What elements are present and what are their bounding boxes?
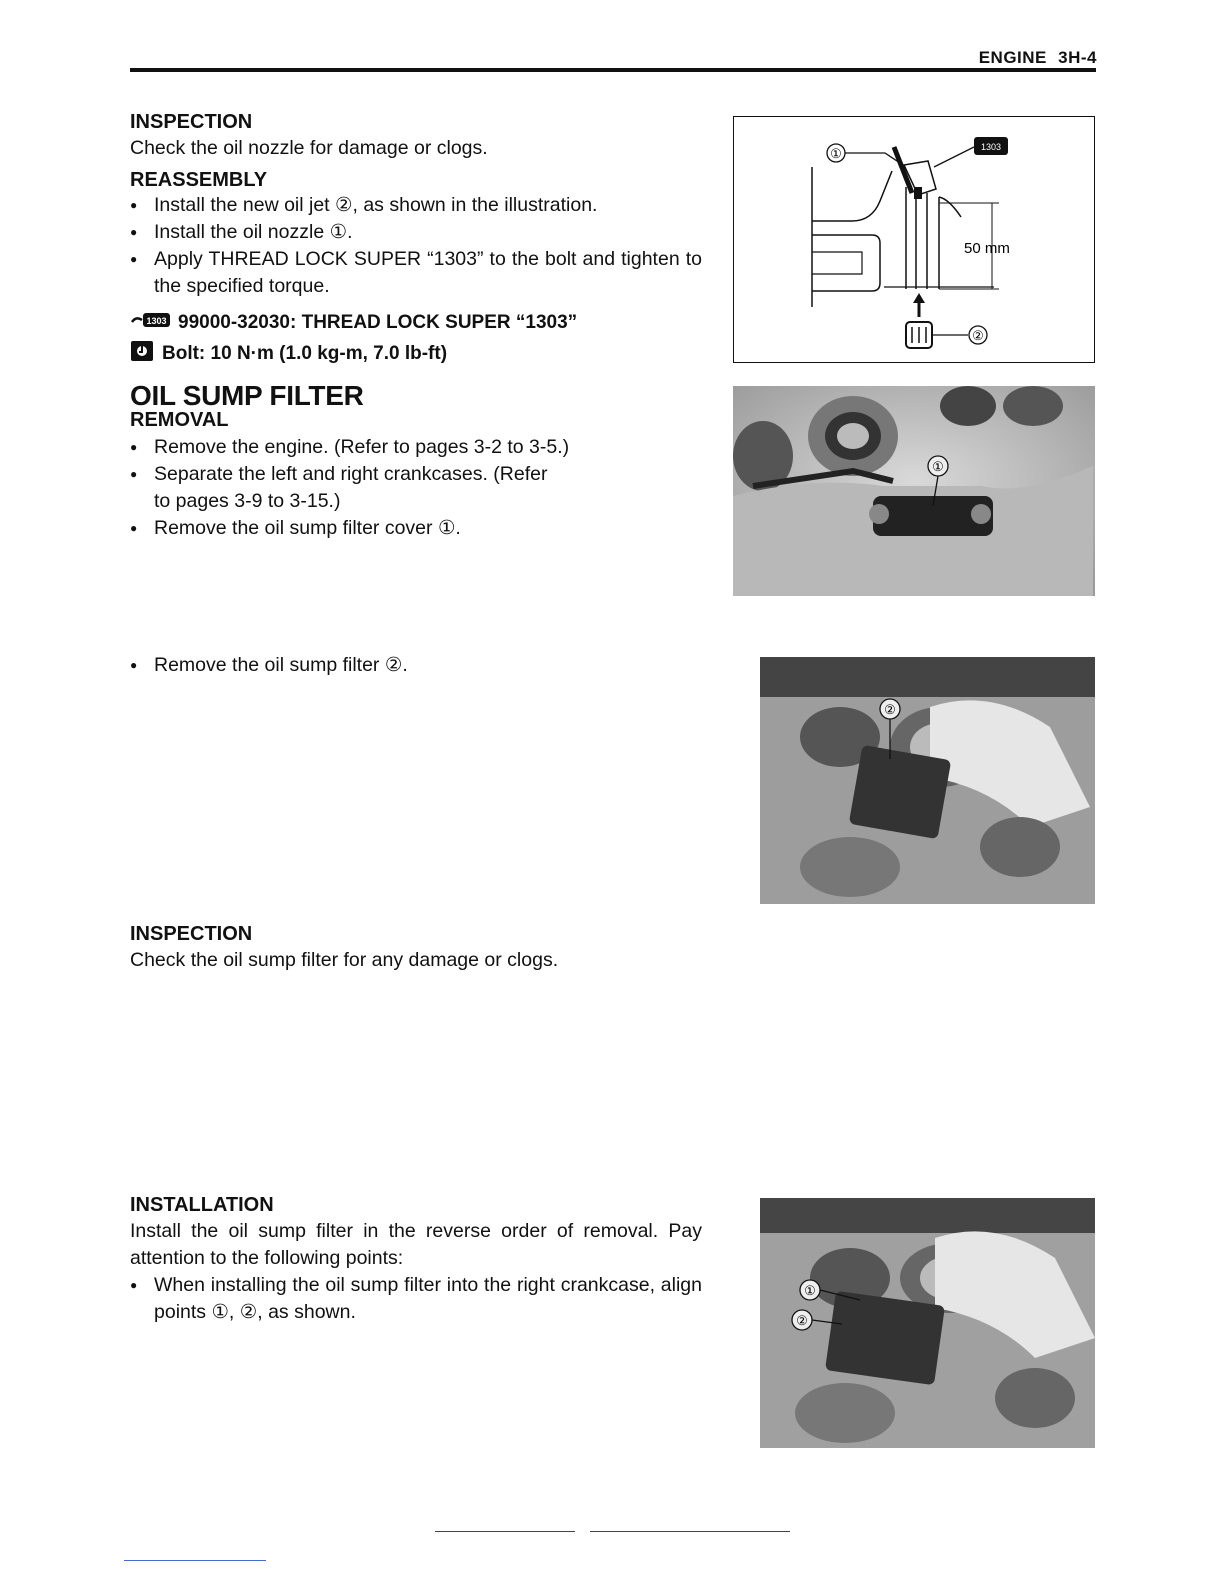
- footer-line: [435, 1531, 575, 1532]
- section-title: OIL SUMP FILTER: [130, 380, 364, 411]
- nozzle-section: [130, 111, 702, 368]
- inspection-heading: INSPECTION: [130, 111, 253, 133]
- list-item: ● Remove the engine. (Refer to pages 3-2 to 3-5.): [130, 434, 702, 461]
- svg-text:1303: 1303: [146, 316, 167, 326]
- footer-line: [590, 1531, 790, 1532]
- photo-install-filter: [760, 1198, 1095, 1448]
- photo-remove-filter: [760, 657, 1095, 904]
- list-item: ● Install the new oil jet ②, as shown in the illustration.: [130, 192, 702, 219]
- svg-text:①: ①: [830, 146, 842, 161]
- list-item: ● Install the oil nozzle ①.: [130, 219, 702, 246]
- threadlock-icon: [130, 310, 172, 336]
- list-item: ● Remove the oil sump filter ②.: [130, 652, 726, 679]
- running-header: [979, 48, 1097, 68]
- spec-threadlock: [130, 310, 702, 336]
- photo-filter-cover: [733, 386, 1095, 596]
- svg-text:①: ①: [804, 1283, 816, 1298]
- inspection-text: Check the oil sump filter for any damage or clogs.: [130, 949, 559, 971]
- installation-heading: INSTALLATION: [130, 1194, 274, 1216]
- list-item: ● Remove the oil sump filter cover ①.: [130, 515, 702, 542]
- removal-heading: REMOVAL: [130, 409, 229, 431]
- svg-text:②: ②: [972, 328, 984, 343]
- spec-torque: [130, 340, 702, 368]
- header-section: ENGINE: [978, 48, 1047, 67]
- header-page: 3H-4: [1058, 48, 1097, 67]
- oil-sump-section: [130, 380, 702, 542]
- svg-text:②: ②: [796, 1313, 808, 1328]
- installation-text: Install the oil sump filter in the reverse order of removal. Pay attention to the following points:: [130, 1220, 702, 1269]
- torque-wrench-icon: [130, 340, 156, 368]
- installation-section: [130, 1194, 702, 1326]
- reassembly-heading: REASSEMBLY: [130, 169, 268, 191]
- list-item: ● When installing the oil sump filter into the right crankcase, align points ①, ②, as shown.: [130, 1272, 702, 1326]
- threadlock-spec-text: 99000-32030: THREAD LOCK SUPER “1303”: [178, 312, 578, 333]
- svg-text:1303: 1303: [980, 142, 1002, 152]
- list-item: ● Apply THREAD LOCK SUPER “1303” to the bolt and tighten to the specified torque.: [130, 246, 702, 300]
- filter-inspection: [130, 923, 702, 974]
- list-item: ● Separate the left and right crankcases. (Refer to pages 3-9 to 3-15.): [130, 461, 554, 515]
- torque-spec-text: Bolt: 10 N·m (1.0 kg-m, 7.0 lb-ft): [162, 343, 448, 364]
- header-rule: [130, 68, 1096, 72]
- svg-text:①: ①: [932, 459, 944, 474]
- footer-link-line: [124, 1560, 266, 1561]
- inspection-heading: INSPECTION: [130, 923, 253, 945]
- oil-jet-diagram: [733, 116, 1095, 363]
- svg-text:50 mm: 50 mm: [964, 240, 1010, 257]
- svg-text:②: ②: [884, 702, 896, 717]
- inspection-text: Check the oil nozzle for damage or clogs.: [130, 137, 488, 159]
